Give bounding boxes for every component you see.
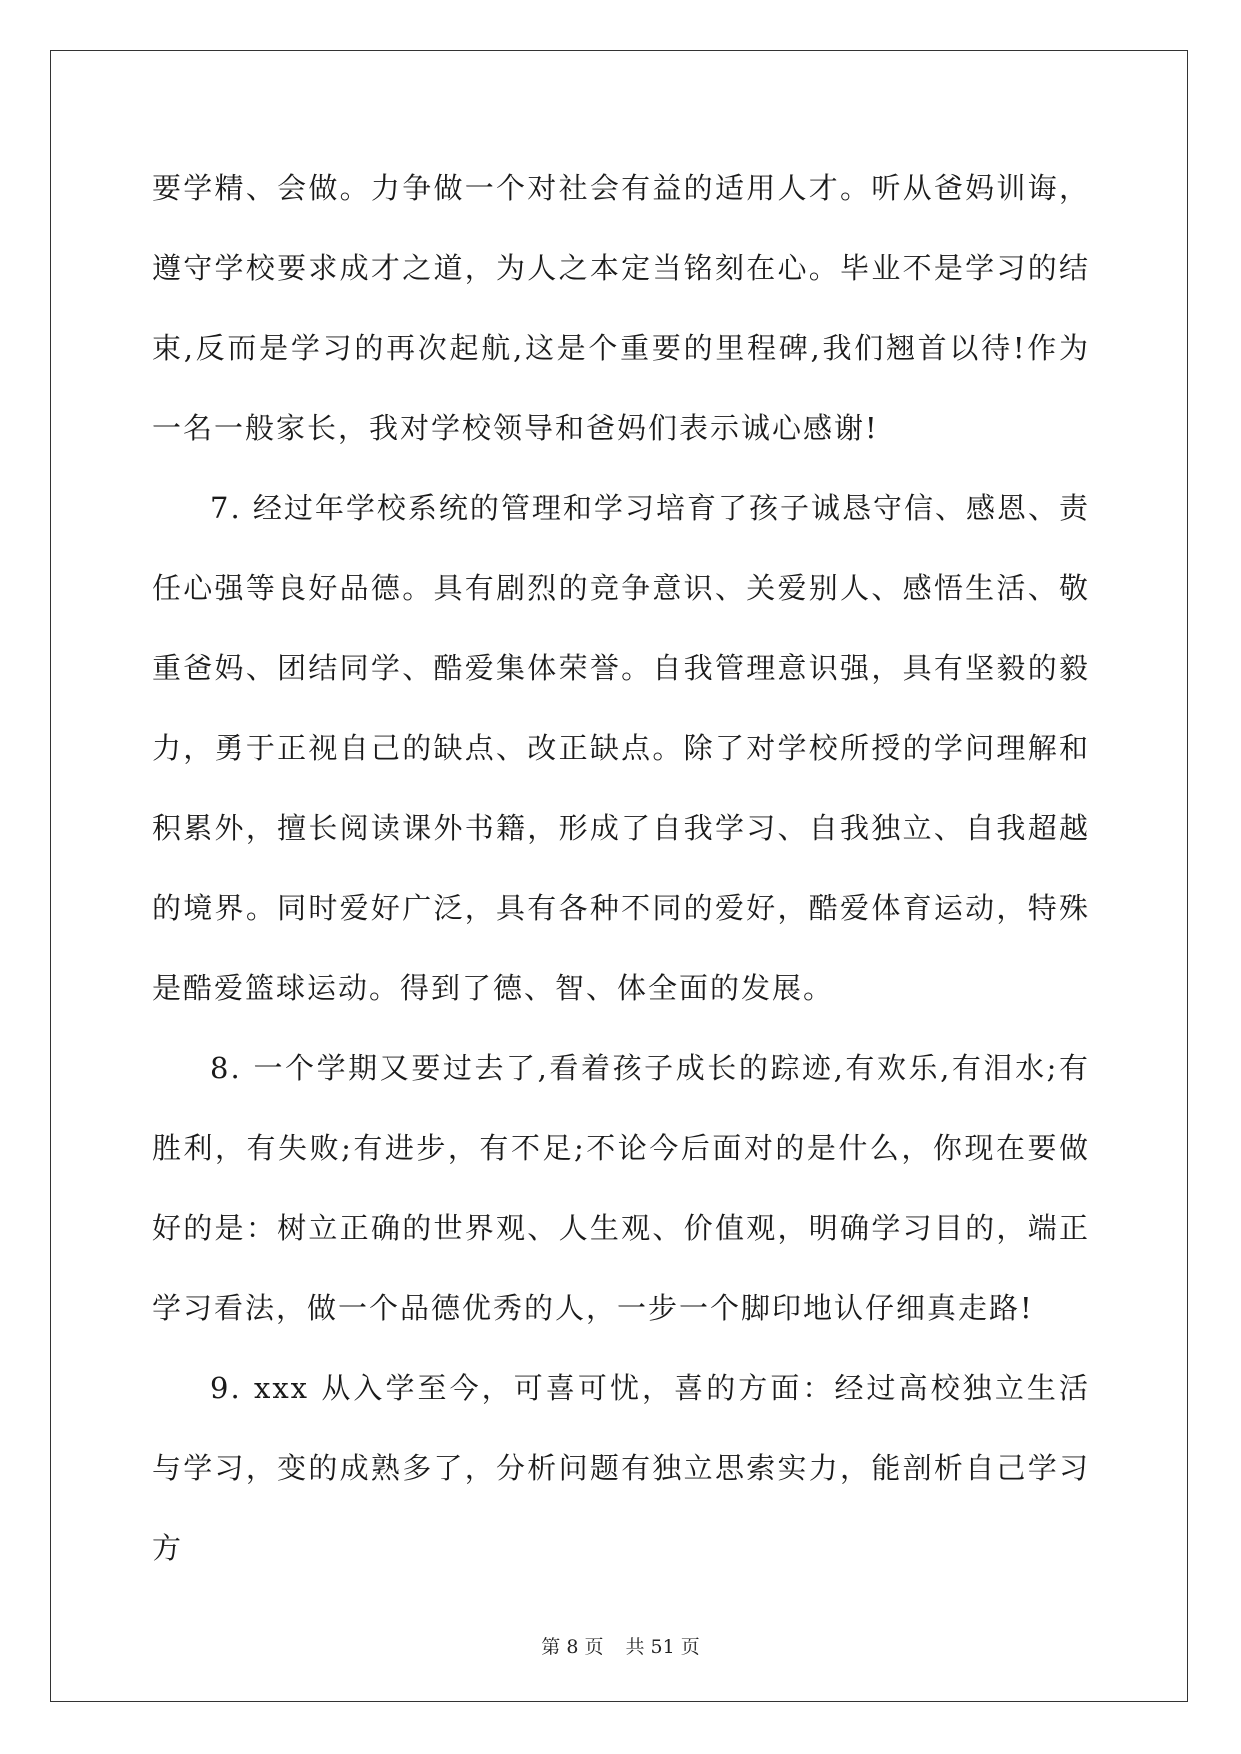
paragraph-4: 9. xxx 从入学至今，可喜可忧，喜的方面：经过高校独立生活与学习，变的成熟多了，分析问题有独立思索实力，能剖析自己学习方 <box>152 1371 1090 1565</box>
paragraph-1: 要学精、会做。力争做一个对社会有益的适用人才。听从爸妈训诲，遵守学校要求成才之道，为人之本定当铭刻在心。毕业不是学习的结束,反而是学习的再次起航,这是个重要的里程碑,我们翘首以待!作为一名一般家长，我对学校领导和爸妈们表示诚心感谢! <box>152 171 1090 445</box>
document-body <box>152 148 1090 1588</box>
page-number: 第 8 页 <box>541 1636 604 1658</box>
page-footer <box>0 1632 1241 1659</box>
paragraph-2: 7. 经过年学校系统的管理和学习培育了孩子诚恳守信、感恩、责任心强等良好品德。具有剧烈的竞争意识、关爱别人、感悟生活、敬重爸妈、团结同学、酷爱集体荣誉。自我管理意识强，具有坚毅的毅力，勇于正视自己的缺点、改正缺点。除了对学校所授的学问理解和积累外，擅长阅读课外书籍，形成了自我学习、自我独立、自我超越的境界。同时爱好广泛，具有各种不同的爱好，酷爱体育运动，特殊是酷爱篮球运动。得到了德、智、体全面的发展。 <box>152 491 1090 1005</box>
paragraph-3: 8. 一个学期又要过去了,看着孩子成长的踪迹,有欢乐,有泪水;有胜利，有失败;有进步，有不足;不论今后面对的是什么，你现在要做好的是：树立正确的世界观、人生观、价值观，明确学习目的，端正学习看法，做一个品德优秀的人，一步一个脚印地认仔细真走路! <box>152 1051 1090 1325</box>
page-total: 共 51 页 <box>625 1636 700 1658</box>
